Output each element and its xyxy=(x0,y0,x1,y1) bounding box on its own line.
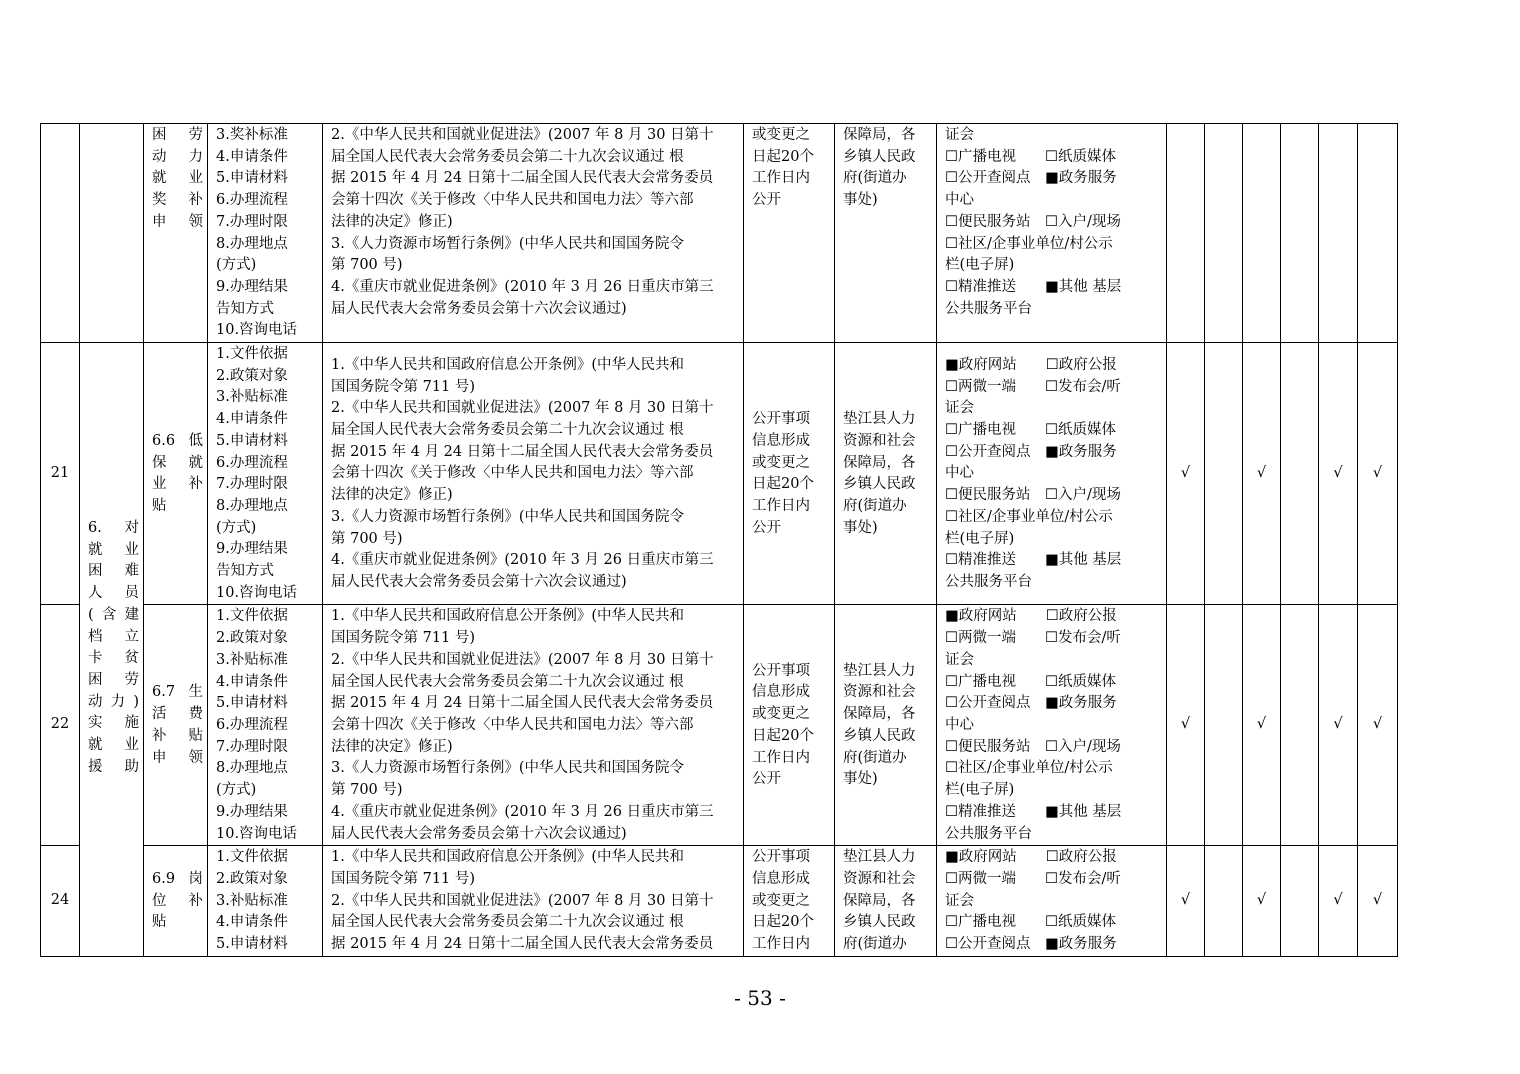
channels-cell-line: 证会 xyxy=(945,892,974,909)
channels-cell-line: 证会 xyxy=(945,400,974,417)
contents-cell xyxy=(208,605,323,846)
channels-cell-line: ☐两微一端 ☐发布会/听 xyxy=(945,378,1121,395)
basis-cell-line: 届人民代表大会常务委员会第十六次会议通过) xyxy=(331,300,627,317)
time-limit-cell-line: 信息形成 xyxy=(752,432,810,449)
basis-cell-line: 国国务院令第 711 号) xyxy=(331,630,476,647)
subject-cell xyxy=(835,605,937,846)
contents-cell-line: 9.办理结果 xyxy=(216,541,288,558)
time-limit-cell xyxy=(744,343,835,605)
basis-cell-line: 法律的决定》修正) xyxy=(331,213,453,230)
subject-cell xyxy=(835,846,937,957)
subject-cell-line: 乡镇人民政 xyxy=(843,476,916,493)
channels-cell-line: ☐精准推送 ■其他 基层 xyxy=(945,803,1122,820)
channels-cell-line: ☐社区/企事业单位/村公示 xyxy=(945,760,1113,777)
category-line: 就 业 xyxy=(88,541,139,558)
page-number: - 53 - xyxy=(734,986,786,1010)
time-limit-cell xyxy=(744,605,835,846)
contents-cell-line: 8.办理地点 xyxy=(216,760,288,777)
contents-cell-line: (方式) xyxy=(216,257,257,274)
contents-cell-line: 3.补贴标准 xyxy=(216,651,288,668)
category-line: 卡 贫 xyxy=(88,650,139,667)
basis-cell-line: 2.《中华人民共和国就业促进法》(2007 年 8 月 30 日第十 xyxy=(331,892,714,909)
channels-cell-line: ☐公开查阅点 ■政务服务 xyxy=(945,695,1117,712)
item-name-cell-line: 6.6 低 xyxy=(152,432,203,449)
basis-cell-line: 国国务院令第 711 号) xyxy=(331,870,476,887)
item-name-cell-line: 活 费 xyxy=(152,706,203,723)
table-row xyxy=(41,605,1398,846)
time-limit-cell-line: 或变更之 xyxy=(752,892,810,909)
contents-cell-line: 告知方式 xyxy=(216,300,274,317)
subject-cell-line: 保障局，各 xyxy=(843,454,916,471)
channels-cell-line: ☐公开查阅点 ■政务服务 xyxy=(945,170,1117,187)
time-limit-cell-line: 或变更之 xyxy=(752,706,810,723)
row-number: 24 xyxy=(41,846,80,957)
channels-cell-line: ☐社区/企事业单位/村公示 xyxy=(945,508,1113,525)
contents-cell-line: 3.补贴标准 xyxy=(216,389,288,406)
item-name-cell xyxy=(144,124,208,343)
basis-cell-line: 2.《中华人民共和国就业促进法》(2007 年 8 月 30 日第十 xyxy=(331,400,714,417)
channels-cell-line: 公共服务平台 xyxy=(945,573,1032,590)
basis-cell-line: 4.《重庆市就业促进条例》(2010 年 3 月 26 日重庆市第三 xyxy=(331,552,714,569)
channels-cell-line: ■政府网站 ☐政府公报 xyxy=(945,356,1117,373)
channels-cell-line: 中心 xyxy=(945,465,974,482)
table-row xyxy=(41,343,1398,605)
contents-cell-line: 4.申请条件 xyxy=(216,148,288,165)
time-limit-cell-line: 或变更之 xyxy=(752,127,810,143)
basis-cell-line: 1.《中华人民共和国政府信息公开条例》(中华人民共和 xyxy=(331,849,684,866)
basis-cell-line: 届人民代表大会常务委员会第十六次会议通过) xyxy=(331,573,627,590)
channels-cell-line: 中心 xyxy=(945,716,974,733)
basis-cell-line: 2.《中华人民共和国就业促进法》(2007 年 8 月 30 日第十 xyxy=(331,127,714,143)
item-name-cell xyxy=(144,605,208,846)
category-line: 困 难 xyxy=(88,563,139,580)
item-name-cell-line: 补 贴 xyxy=(152,727,203,744)
basis-cell-line: 会第十四次《关于修改〈中华人民共和国电力法〉等六部 xyxy=(331,465,694,482)
channels-cell-line: 栏(电子屏) xyxy=(945,530,1015,547)
check-cell: √ xyxy=(1319,846,1358,957)
basis-cell-line: 据 2015 年 4 月 24 日第十二届全国人民代表大会常务委员 xyxy=(331,170,714,187)
item-name-cell-line: 6.7 生 xyxy=(152,684,203,701)
channels-cell-line: ☐公开查阅点 ■政务服务 xyxy=(945,443,1117,460)
category-cell-continued xyxy=(80,124,144,343)
channels-cell xyxy=(937,343,1167,605)
contents-cell-line: 5.申请材料 xyxy=(216,695,288,712)
basis-cell-line: 3.《人力资源市场暂行条例》(中华人民共和国国务院令 xyxy=(331,760,684,777)
subject-cell-line: 府(街道办 xyxy=(843,170,907,187)
contents-cell xyxy=(208,124,323,343)
item-name-cell-line: 保 就 xyxy=(152,454,203,471)
table-row xyxy=(41,846,1398,957)
channels-cell-line: 栏(电子屏) xyxy=(945,257,1015,274)
item-name-cell-line: 就 业 xyxy=(152,170,203,187)
channels-cell-line: 公共服务平台 xyxy=(945,300,1032,317)
contents-cell-line: 5.申请材料 xyxy=(216,936,288,953)
contents-cell-line: 5.申请材料 xyxy=(216,432,288,449)
check-cell xyxy=(1167,124,1205,343)
basis-cell-line: 2.《中华人民共和国就业促进法》(2007 年 8 月 30 日第十 xyxy=(331,651,714,668)
time-limit-cell xyxy=(744,846,835,957)
check-cell xyxy=(1205,605,1243,846)
check-cell: √ xyxy=(1243,343,1281,605)
row-number: 22 xyxy=(41,605,80,846)
basis-cell-line: 据 2015 年 4 月 24 日第十二届全国人民代表大会常务委员 xyxy=(331,443,714,460)
time-limit-cell-line: 信息形成 xyxy=(752,684,810,701)
contents-cell-line: 8.办理地点 xyxy=(216,235,288,252)
item-name-cell-line: 贴 xyxy=(152,914,167,931)
contents-cell-line: 1.文件依据 xyxy=(216,849,288,866)
basis-cell xyxy=(323,846,744,957)
time-limit-cell-line: 工作日内 xyxy=(752,170,810,187)
basis-cell-line: 第 700 号) xyxy=(331,257,403,274)
basis-cell-line: 第 700 号) xyxy=(331,530,403,547)
channels-cell-line: 证会 xyxy=(945,127,974,143)
contents-cell-line: 1.文件依据 xyxy=(216,346,288,363)
subject-cell-line: 事处) xyxy=(843,192,878,209)
check-cell: √ xyxy=(1243,846,1281,957)
time-limit-cell-line: 公开 xyxy=(752,519,781,536)
basis-cell-line: 4.《重庆市就业促进条例》(2010 年 3 月 26 日重庆市第三 xyxy=(331,803,714,820)
channels-cell-line: ☐广播电视 ☐纸质媒体 xyxy=(945,673,1116,690)
check-cell: √ xyxy=(1319,343,1358,605)
time-limit-cell-line: 日起20个 xyxy=(752,148,814,165)
channels-cell-line: ☐便民服务站 ☐入户/现场 xyxy=(945,487,1121,504)
contents-cell-line: 2.政策对象 xyxy=(216,870,288,887)
basis-cell xyxy=(323,605,744,846)
table-body xyxy=(41,124,1398,957)
channels-cell-line: ■政府网站 ☐政府公报 xyxy=(945,608,1117,625)
check-cell xyxy=(1358,124,1398,343)
channels-cell-line: 栏(电子屏) xyxy=(945,782,1015,799)
channels-cell-line: ☐广播电视 ☐纸质媒体 xyxy=(945,914,1116,931)
item-name-cell-line: 申领 xyxy=(152,749,203,766)
subject-cell-line: 事处) xyxy=(843,771,878,788)
check-cell: √ xyxy=(1167,605,1205,846)
basis-cell xyxy=(323,124,744,343)
time-limit-cell-line: 日起20个 xyxy=(752,476,814,493)
time-limit-cell-line: 或变更之 xyxy=(752,454,810,471)
time-limit-cell-line: 工作日内 xyxy=(752,749,810,766)
category-line: 动力) xyxy=(88,693,139,710)
contents-cell-line: 3.补贴标准 xyxy=(216,892,288,909)
table-row xyxy=(41,124,1398,343)
channels-cell-line: ☐两微一端 ☐发布会/听 xyxy=(945,630,1121,647)
channels-cell xyxy=(937,846,1167,957)
time-limit-cell-line: 公开 xyxy=(752,192,781,209)
contents-cell xyxy=(208,343,323,605)
contents-cell-line: 告知方式 xyxy=(216,563,274,580)
subject-cell-line: 垫江县人力 xyxy=(843,849,916,866)
item-name-cell-line: 奖 补 xyxy=(152,192,203,209)
subject-cell-line: 事处) xyxy=(843,519,878,536)
channels-cell-line: ■政府网站 ☐政府公报 xyxy=(945,849,1117,866)
subject-cell-line: 资源和社会 xyxy=(843,432,916,449)
channels-cell-line: 证会 xyxy=(945,651,974,668)
channels-cell-line: 中心 xyxy=(945,192,974,209)
basis-cell-line: 届人民代表大会常务委员会第十六次会议通过) xyxy=(331,825,627,842)
row-number: 21 xyxy=(41,343,80,605)
time-limit-cell-line: 工作日内 xyxy=(752,497,810,514)
contents-cell xyxy=(208,846,323,957)
contents-cell-line: 4.申请条件 xyxy=(216,411,288,428)
item-name-cell-line: 申领 xyxy=(152,213,203,230)
check-cell: √ xyxy=(1167,846,1205,957)
check-cell: √ xyxy=(1358,846,1398,957)
contents-cell-line: 2.政策对象 xyxy=(216,367,288,384)
subject-cell-line: 保障局，各 xyxy=(843,706,916,723)
channels-cell-line: ☐精准推送 ■其他 基层 xyxy=(945,552,1122,569)
channels-cell-line: ☐社区/企事业单位/村公示 xyxy=(945,235,1113,252)
contents-cell-line: 6.办理流程 xyxy=(216,716,288,733)
subject-cell-line: 资源和社会 xyxy=(843,870,916,887)
subject-cell xyxy=(835,124,937,343)
basis-cell-line: 届全国人民代表大会常务委员会第二十九次会议通过 根 xyxy=(331,421,684,438)
check-cell xyxy=(1281,846,1319,957)
basis-cell-line: 据 2015 年 4 月 24 日第十二届全国人民代表大会常务委员 xyxy=(331,936,714,953)
contents-cell-line: 9.办理结果 xyxy=(216,278,288,295)
channels-cell-line: ☐广播电视 ☐纸质媒体 xyxy=(945,148,1116,165)
subject-cell-line: 资源和社会 xyxy=(843,684,916,701)
check-cell xyxy=(1319,124,1358,343)
time-limit-cell-line: 信息形成 xyxy=(752,870,810,887)
check-cell: √ xyxy=(1243,605,1281,846)
basis-cell-line: 法律的决定》修正) xyxy=(331,738,453,755)
category-line: 实 施 xyxy=(88,715,139,732)
subject-cell-line: 垫江县人力 xyxy=(843,411,916,428)
subject-cell-line: 保障局，各 xyxy=(843,127,916,143)
subject-cell-line: 乡镇人民政 xyxy=(843,148,916,165)
subject-cell-line: 保障局，各 xyxy=(843,892,916,909)
channels-cell-line: ☐广播电视 ☐纸质媒体 xyxy=(945,421,1116,438)
check-cell: √ xyxy=(1358,343,1398,605)
item-name-cell xyxy=(144,846,208,957)
channels-cell-line: ☐便民服务站 ☐入户/现场 xyxy=(945,738,1121,755)
category-line: 人 员 xyxy=(88,585,139,602)
contents-cell-line: 10.咨询电话 xyxy=(216,584,298,601)
basis-cell-line: 1.《中华人民共和国政府信息公开条例》(中华人民共和 xyxy=(331,356,684,373)
contents-cell-line: 3.奖补标准 xyxy=(216,127,288,143)
contents-cell-line: 10.咨询电话 xyxy=(216,825,298,842)
contents-cell-line: (方式) xyxy=(216,782,257,799)
basis-cell-line: 据 2015 年 4 月 24 日第十二届全国人民代表大会常务委员 xyxy=(331,695,714,712)
contents-cell-line: 1.文件依据 xyxy=(216,608,288,625)
check-cell xyxy=(1281,124,1319,343)
contents-cell-line: 4.申请条件 xyxy=(216,914,288,931)
channels-cell-line: ☐精准推送 ■其他 基层 xyxy=(945,278,1122,295)
contents-cell-line: 7.办理时限 xyxy=(216,476,288,493)
row-number xyxy=(41,124,80,343)
subject-cell-line: 府(街道办 xyxy=(843,936,907,953)
contents-cell-line: 8.办理地点 xyxy=(216,497,288,514)
category-line: 困 劳 xyxy=(88,671,139,688)
time-limit-cell-line: 公开 xyxy=(752,771,781,788)
channels-cell xyxy=(937,124,1167,343)
subject-cell xyxy=(835,343,937,605)
basis-cell-line: 届全国人民代表大会常务委员会第二十九次会议通过 根 xyxy=(331,673,684,690)
disclosure-table xyxy=(40,123,1398,957)
time-limit-cell-line: 工作日内 xyxy=(752,936,810,953)
item-name-cell-line: 困 劳 xyxy=(152,127,203,143)
time-limit-cell-line: 日起20个 xyxy=(752,914,814,931)
subject-cell-line: 府(街道办 xyxy=(843,749,907,766)
subject-cell-line: 乡镇人民政 xyxy=(843,727,916,744)
check-cell xyxy=(1205,343,1243,605)
basis-cell-line: 3.《人力资源市场暂行条例》(中华人民共和国国务院令 xyxy=(331,235,684,252)
basis-cell-line: 法律的决定》修正) xyxy=(331,487,453,504)
item-name-cell-line: 位 补 xyxy=(152,892,203,909)
item-name-cell-line: 动 力 xyxy=(152,148,203,165)
check-cell: √ xyxy=(1319,605,1358,846)
channels-cell xyxy=(937,605,1167,846)
category-line: 档 立 xyxy=(88,628,139,645)
contents-cell-line: 9.办理结果 xyxy=(216,803,288,820)
channels-cell-line: ☐两微一端 ☐发布会/听 xyxy=(945,870,1121,887)
item-name-cell-line: 业 补 xyxy=(152,476,203,493)
channels-cell-line: ☐公开查阅点 ■政务服务 xyxy=(945,936,1117,953)
contents-cell-line: 5.申请材料 xyxy=(216,170,288,187)
contents-cell-line: 6.办理流程 xyxy=(216,454,288,471)
check-cell xyxy=(1281,605,1319,846)
item-name-cell-line: 6.9 岗 xyxy=(152,870,203,887)
basis-cell-line: 第 700 号) xyxy=(331,782,403,799)
check-cell: √ xyxy=(1358,605,1398,846)
basis-cell-line: 会第十四次《关于修改〈中华人民共和国电力法〉等六部 xyxy=(331,716,694,733)
basis-cell-line: 届全国人民代表大会常务委员会第二十九次会议通过 根 xyxy=(331,148,684,165)
check-cell xyxy=(1243,124,1281,343)
basis-cell-line: 国国务院令第 711 号) xyxy=(331,378,476,395)
contents-cell-line: 7.办理时限 xyxy=(216,213,288,230)
time-limit-cell-line: 公开事项 xyxy=(752,849,810,866)
subject-cell-line: 府(街道办 xyxy=(843,497,907,514)
basis-cell-line: 3.《人力资源市场暂行条例》(中华人民共和国国务院令 xyxy=(331,508,684,525)
category-line: 6. 对 xyxy=(88,520,139,537)
basis-cell-line: 1.《中华人民共和国政府信息公开条例》(中华人民共和 xyxy=(331,608,684,625)
subject-cell-line: 乡镇人民政 xyxy=(843,914,916,931)
category-line: 援助 xyxy=(88,758,139,775)
category-line: (含建 xyxy=(88,606,139,623)
time-limit-cell-line: 日起20个 xyxy=(752,727,814,744)
category-line: 就 业 xyxy=(88,737,139,754)
check-cell xyxy=(1281,343,1319,605)
item-name-cell-line: 贴 xyxy=(152,497,167,514)
time-limit-cell xyxy=(744,124,835,343)
contents-cell-line: 4.申请条件 xyxy=(216,673,288,690)
check-cell xyxy=(1205,846,1243,957)
contents-cell-line: 2.政策对象 xyxy=(216,630,288,647)
contents-cell-line: (方式) xyxy=(216,519,257,536)
basis-cell-line: 4.《重庆市就业促进条例》(2010 年 3 月 26 日重庆市第三 xyxy=(331,278,714,295)
contents-cell-line: 10.咨询电话 xyxy=(216,322,298,339)
check-cell: √ xyxy=(1167,343,1205,605)
basis-cell xyxy=(323,343,744,605)
subject-cell-line: 垫江县人力 xyxy=(843,662,916,679)
item-name-cell xyxy=(144,343,208,605)
channels-cell-line: 公共服务平台 xyxy=(945,825,1032,842)
basis-cell-line: 会第十四次《关于修改〈中华人民共和国电力法〉等六部 xyxy=(331,192,694,209)
category-cell xyxy=(80,343,144,957)
contents-cell-line: 7.办理时限 xyxy=(216,738,288,755)
time-limit-cell-line: 公开事项 xyxy=(752,411,810,428)
channels-cell-line: ☐便民服务站 ☐入户/现场 xyxy=(945,213,1121,230)
time-limit-cell-line: 公开事项 xyxy=(752,662,810,679)
check-cell xyxy=(1205,124,1243,343)
contents-cell-line: 6.办理流程 xyxy=(216,192,288,209)
basis-cell-line: 届全国人民代表大会常务委员会第二十九次会议通过 根 xyxy=(331,914,684,931)
